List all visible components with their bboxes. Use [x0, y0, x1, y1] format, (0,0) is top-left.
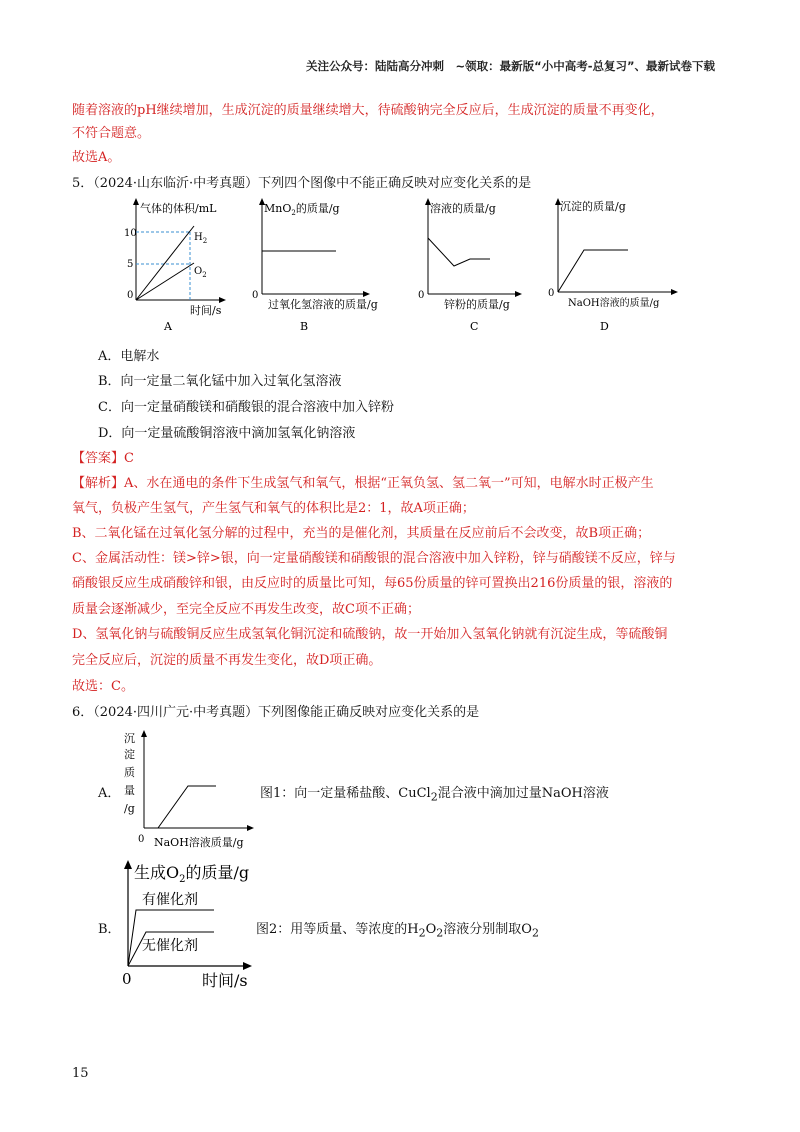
q6-option-a-desc: 图1：向一定量稀盐酸、CuCl$_2$混合液中滴加过量NaOH溶液: [260, 786, 609, 804]
q5-analysis-line-1: 【解析】A、水在通电的条件下生成氢气和氧气，根据“正氧负氢、氢二氧一”可知，电解水时正极产生: [72, 476, 654, 491]
q5-c-line: [428, 238, 490, 266]
page-number: 15: [72, 1066, 89, 1081]
q5-answer: 【答案】C: [72, 451, 134, 466]
q5-b-ylabel: MnO$_2$的质量/g: [264, 202, 340, 217]
prev-answer: 故选A。: [72, 150, 121, 165]
q5-a-caption: A: [164, 320, 172, 332]
prev-analysis-line-2: 不符合题意。: [72, 126, 151, 141]
q6-a-ylabel-2: 淀: [124, 748, 135, 761]
q5-a-xlabel: 时间/s: [190, 304, 222, 317]
q5-a-origin: 0: [127, 290, 134, 301]
q6-a-ylabel-4: 量: [124, 784, 135, 797]
q5-c-origin: 0: [418, 290, 425, 301]
page-header: 关注公众号：陆陆高分冲刺 ~领取：最新版“小中高考-总复习”、最新试卷下载: [306, 59, 716, 73]
q6-b-ylabel: 生成$O_2$的质量/g: [134, 863, 250, 885]
q5-a-h2-line: [136, 226, 194, 300]
q5-c-ylabel: 溶液的质量/g: [430, 202, 496, 215]
q6-b-origin: 0: [122, 970, 132, 988]
q5-d-line: [558, 250, 628, 292]
q6-option-a-label: A．: [98, 786, 121, 801]
q5-analysis-line-4: C、金属活动性：镁>锌>银，向一定量硝酸镁和硝酸银的混合溶液中加入锌粉，锌与硝酸镁不反应，锌与: [72, 551, 676, 566]
q6-option-b-label: B．: [98, 922, 121, 937]
q6-a-ylabel-3: 质: [124, 766, 135, 779]
q5-graph-a: [120, 196, 230, 332]
q6-a-ylabel-1: 沉: [124, 732, 135, 745]
q5-a-tick-10: 10: [124, 228, 137, 239]
q6-b-xlabel: 时间/s: [202, 971, 248, 990]
q5-stem: 5．（2024·山东临沂·中考真题）下列四个图像中不能正确反映对应变化关系的是: [72, 176, 532, 191]
q6-b-series2-label: 无催化剂: [142, 938, 198, 954]
q5-analysis-line-2: 氧气，负极产生氢气，产生氢气和氧气的体积比是2：1，故A项正确；: [72, 501, 475, 516]
q6-stem: 6．（2024·四川广元·中考真题）下列图像能正确反映对应变化关系的是: [72, 705, 480, 720]
q5-graph-c: [416, 196, 536, 332]
q5-b-caption: B: [300, 320, 309, 332]
q5-option-b: B．向一定量二氧化锰中加入过氧化氢溶液: [98, 374, 342, 389]
q5-option-a: A．电解水: [98, 349, 160, 364]
q5-d-ylabel: 沉淀的质量/g: [560, 200, 626, 213]
q5-graph-d: [548, 196, 688, 332]
q5-analysis-line-3: B、二氧化锰在过氧化氢分解的过程中，充当的是催化剂，其质量在反应前后不会改变，故B项正确；: [72, 526, 651, 541]
q5-analysis-line-6: 质量会逐渐减少，至完全反应不再发生改变，故C项不正确；: [72, 602, 420, 617]
q6-a-xlabel: NaOH溶液质量/g: [154, 836, 244, 849]
q5-c-xlabel: 锌粉的质量/g: [444, 298, 510, 311]
q6-graph-b: [118, 856, 268, 990]
q5-analysis-line-7: D、氢氧化钠与硫酸铜反应生成氢氧化铜沉淀和硫酸钠，故一开始加入氢氧化钠就有沉淀生成，等硫酸铜: [72, 627, 668, 642]
q5-option-c: C．向一定量硝酸镁和硝酸银的混合溶液中加入锌粉: [98, 400, 394, 415]
q6-a-line: [158, 786, 216, 828]
q6-a-ylabel-5: /g: [124, 802, 135, 815]
q5-a-o2-label: $O_2$: [194, 266, 207, 279]
q5-a-ylabel: 气体的体积/mL: [140, 202, 217, 215]
q5-option-d: D．向一定量硫酸铜溶液中滴加氢氧化钠溶液: [98, 426, 356, 441]
q5-b-xlabel: 过氧化氢溶液的质量/g: [268, 298, 378, 311]
q5-analysis-line-5: 硝酸银反应生成硝酸锌和银，由反应时的质量比可知，每65份质量的锌可置换出216份质量的银，溶液的: [72, 576, 673, 591]
q6-b-series1-label: 有催化剂: [142, 892, 198, 908]
q5-c-caption: C: [470, 320, 479, 332]
q5-graph-b: [248, 196, 398, 332]
q6-option-b-desc: 图2：用等质量、等浓度的$H_2O_2$溶液分别制取$O_2$: [256, 922, 539, 940]
q5-d-caption: D: [600, 320, 609, 332]
q5-a-tick-5: 5: [127, 259, 134, 270]
q5-a-o2-line: [136, 263, 194, 300]
q5-analysis-line-8: 完全反应后，沉淀的质量不再发生变化，故D项正确。: [72, 653, 382, 668]
q5-d-xlabel: NaOH溶液的质量/g: [568, 298, 660, 309]
q6-a-origin: 0: [138, 834, 145, 845]
q5-b-origin: 0: [252, 290, 259, 301]
q6-graph-a: [118, 724, 268, 852]
q5-conclusion: 故选：C。: [72, 679, 134, 694]
q5-d-origin: 0: [548, 288, 555, 299]
q5-a-h2-label: $H_2$: [194, 232, 208, 245]
prev-analysis-line-1: 随着溶液的pH继续增加，生成沉淀的质量继续增大，待硫酸钠完全反应后，生成沉淀的质量不再变化，: [72, 103, 664, 118]
